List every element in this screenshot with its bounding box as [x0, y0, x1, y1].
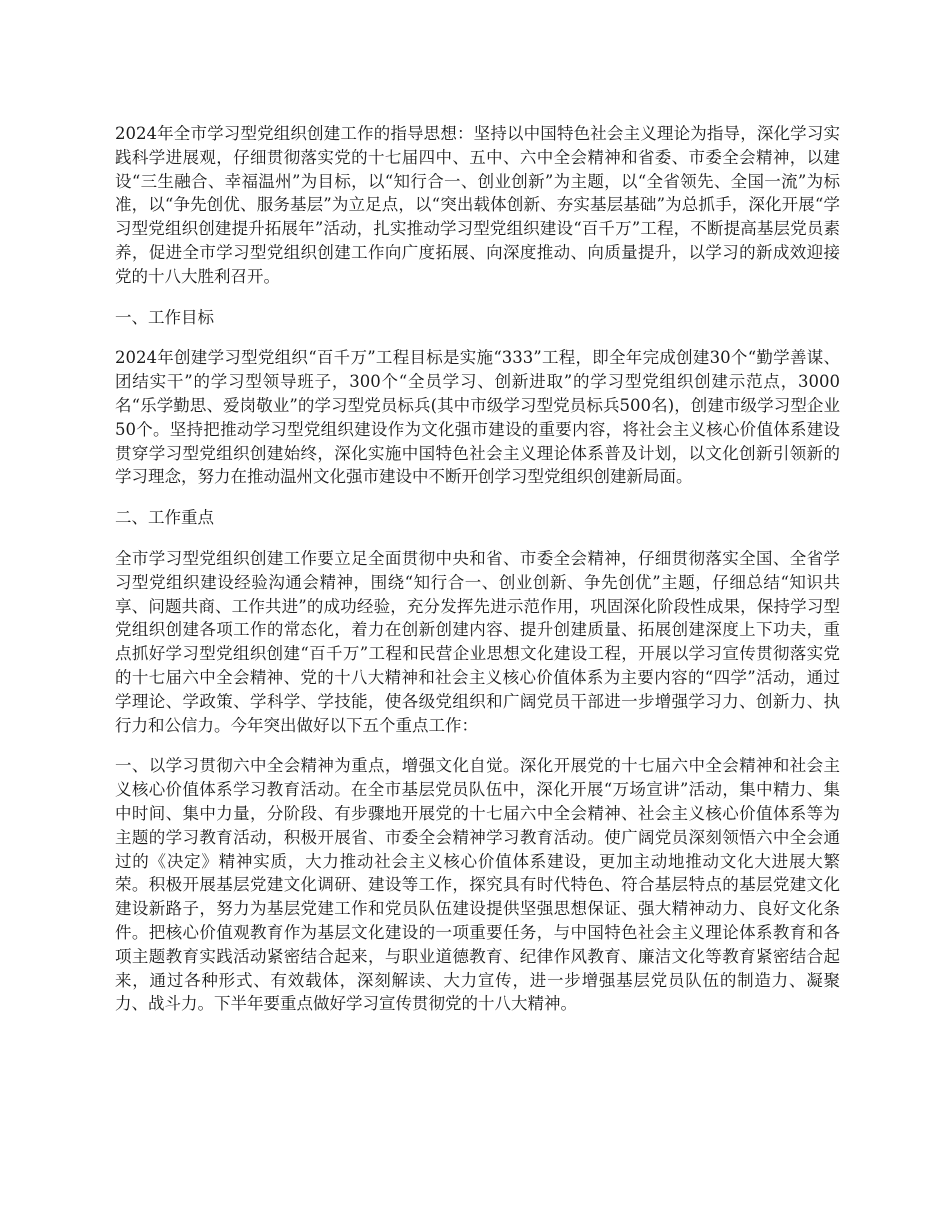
section-heading-work-focus: 二、工作重点 [115, 508, 214, 528]
guiding-ideology-paragraph: 2024年全市学习型党组织创建工作的指导思想：坚持以中国特色社会主义理论为指导，深化学习实践科学进展观，仔细贯彻落实党的十七届四中、五中、六中全会精神和省委、市委全会精神，以建设“三生融合、幸福温州”为目标，以“知行合一、创业创新”为主题，以“全省领先、全国一流”为标准，以“争先创优、服务基层”为立足点，以“突出载体创新、夯实基层基础”为总抓手，深化开展“学习型党组织创建提升拓展年”活动，扎实推动学习型党组织建设“百千万”工程，不断提高基层党员素养，促进全市学习型党组织创建工作向广度拓展、向深度推动、向质量提升，以学习的新成效迎接党的十八大胜利召开。 [115, 124, 840, 286]
work-goals-paragraph: 2024年创建学习型党组织“百千万”工程目标是实施“333”工程，即全年完成创建30个“勤学善谋、团结实干”的学习型领导班子，300个“全员学习、创新进取”的学习型党组织创建示范点，3000名“乐学勤思、爱岗敬业”的学习型党员标兵(其中市级学习型党员标兵500名)，创建市级学习型企业50个。坚持把推动学习型党组织建设作为文化强市建设的重要内容，将社会主义核心价值体系建设贯穿学习型党组织创建始终，深化实施中国特色社会主义理论体系普及计划，以文化创新引领新的学习理念，努力在推动温州文化强市建设中不断开创学习型党组织创建新局面。 [115, 348, 840, 487]
work-focus-paragraph: 全市学习型党组织创建工作要立足全面贯彻中央和省、市委全会精神，仔细贯彻落实全国、全省学习型党组织建设经验沟通会精神，围绕“知行合一、创业创新、争先创优”主题，仔细总结“知识共享、问题共商、工作共进”的成功经验，充分发挥先进示范作用，巩固深化阶段性成果，保持学习型党组织创建各项工作的常态化，着力在创新创建内容、提升创建质量、拓展创建深度上下功夫，重点抓好学习型党组织创建“百千万”工程和民营企业思想文化建设工程，开展以学习宣传贯彻落实党的十七届六中全会精神、党的十八大精神和社会主义核心价值体系为主要内容的“四学”活动，通过学理论、学政策、学科学、学技能，使各级党组织和广阔党员干部进一步增强学习力、创新力、执行力和公信力。今年突出做好以下五个重点工作： [115, 548, 840, 735]
focus-item-one-paragraph: 一、以学习贯彻六中全会精神为重点，增强文化自觉。深化开展党的十七届六中全会精神和社会主义核心价值体系学习教育活动。在全市基层党员队伍中，深化开展“万场宣讲”活动，集中精力、集中时间、集中力量，分阶段、有步骤地开展党的十七届六中全会精神、社会主义核心价值体系等为主题的学习教育活动，积极开展省、市委全会精神学习教育活动。使广阔党员深刻领悟六中全会通过的《决定》精神实质，大力推动社会主义核心价值体系建设，更加主动地推动文化大进展大繁荣。积极开展基层党建文化调研、建设等工作，探究具有时代特色、符合基层特点的基层党建文化建设新路子，努力为基层党建工作和党员队伍建设提供坚强思想保证、强大精神动力、良好文化条件。把核心价值观教育作为基层文化建设的一项重要任务，与中国特色社会主义理论体系教育和各项主题教育实践活动紧密结合起来，与职业道德教育、纪律作风教育、廉洁文化等教育紧密结合起来，通过各种形式、有效载体，深刻解读、大力宣传，进一步增强基层党员队伍的制造力、凝聚力、战斗力。下半年要重点做好学习宣传贯彻党的十八大精神。 [115, 756, 840, 1014]
document-body [115, 122, 840, 1033]
section-heading-work-goals: 一、工作目标 [115, 307, 214, 327]
